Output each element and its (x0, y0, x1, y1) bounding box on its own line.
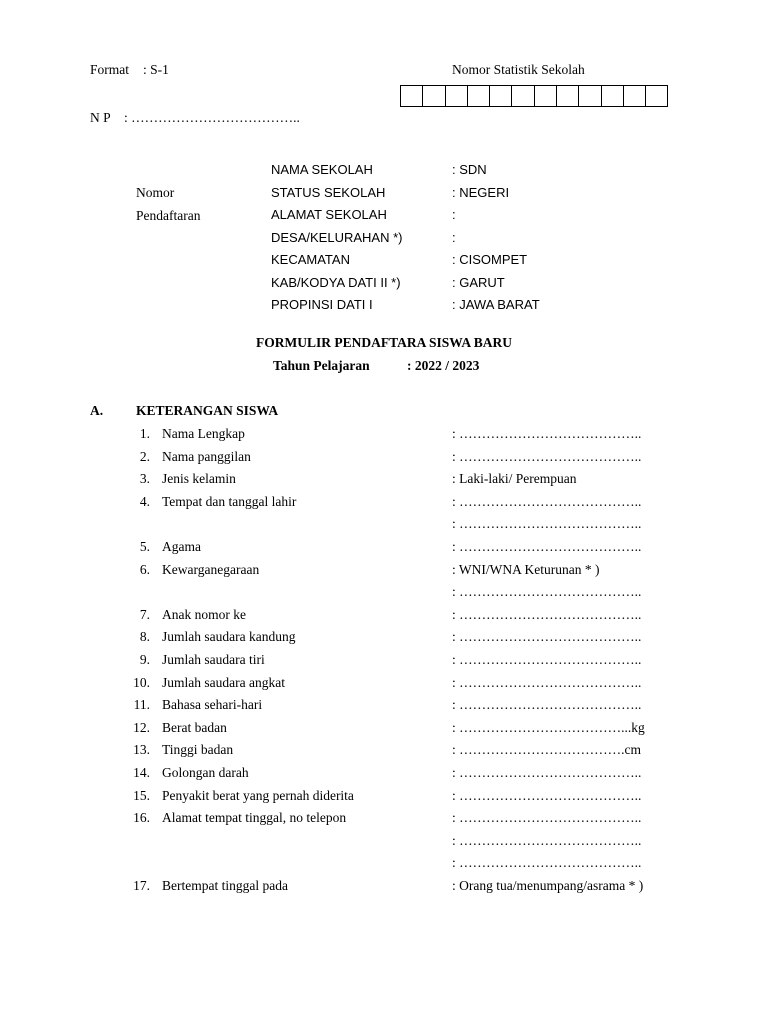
school-info-value: : (452, 207, 456, 222)
item-value-field[interactable]: : ………………………………….. (452, 674, 642, 690)
section-a-title: KETERANGAN SISWA (136, 403, 279, 418)
item-value-field[interactable]: : ………………………………….. (452, 810, 642, 826)
nss-digit-box[interactable] (601, 85, 623, 107)
format-value: : S-1 (143, 62, 169, 77)
item-label: Anak nomor ke (162, 606, 246, 622)
item-value-field[interactable]: : Orang tua/menumpang/asrama * ) (452, 878, 644, 893)
side-label-pendaftaran: Pendaftaran (136, 208, 201, 223)
item-number: 5. (139, 539, 150, 554)
item-number: 13. (133, 742, 150, 758)
item-label: Jenis kelamin (162, 471, 236, 487)
item-number: 4. (139, 493, 150, 509)
item-number: 9. (139, 652, 150, 667)
item-label: Kewarganegaraan (162, 561, 260, 577)
school-info-label: KECAMATAN (271, 252, 350, 267)
item-value-field[interactable]: : ………………………………….. (452, 855, 642, 871)
section-a-letter: A. (90, 403, 104, 418)
item-label: Jumlah saudara kandung (162, 629, 296, 645)
item-value-field[interactable]: : WNI/WNA Keturunan * ) (452, 561, 600, 577)
item-number: 15. (133, 787, 150, 803)
item-number: 11. (133, 697, 150, 713)
school-info-value: : JAWA BARAT (452, 297, 540, 312)
item-value-field[interactable]: : ………………………………….. (452, 832, 642, 848)
nss-digit-box[interactable] (578, 85, 600, 107)
item-number: 16. (133, 810, 150, 826)
item-value-field[interactable]: : ……………………………….cm (452, 742, 641, 758)
item-label: Penyakit berat yang pernah diderita (162, 787, 354, 803)
format-label: Format (90, 62, 129, 77)
school-info-label: NAMA SEKOLAH (271, 162, 373, 177)
item-value-field[interactable]: : Laki-laki/ Perempuan (452, 471, 577, 487)
item-number: 8. (139, 629, 150, 645)
form-title: FORMULIR PENDAFTARA SISWA BARU (256, 335, 512, 350)
item-number: 6. (139, 561, 150, 577)
school-info-label: PROPINSI DATI I (271, 297, 373, 312)
item-number: 17. (133, 878, 150, 893)
item-label: Berat badan (162, 719, 227, 735)
np-value: : ……………………………….. (124, 110, 300, 125)
item-label: Bahasa sehari-hari (162, 697, 263, 713)
item-value-field[interactable]: : ………………………………….. (452, 765, 642, 780)
item-value-field[interactable]: : ………………………………….. (452, 539, 642, 554)
school-info-value: : CISOMPET (452, 252, 528, 267)
item-value-field[interactable]: : ………………………………...kg (452, 719, 645, 735)
school-info-label: ALAMAT SEKOLAH (271, 207, 387, 222)
item-number: 7. (139, 606, 150, 622)
school-info-value: : (452, 229, 456, 245)
school-info-label: KAB/KODYA DATI II *) (271, 274, 401, 290)
np-label: N P (90, 110, 111, 125)
item-value-field[interactable]: : ………………………………….. (452, 697, 642, 713)
item-label: Tempat dan tanggal lahir (162, 493, 297, 509)
item-value-field[interactable]: : ………………………………….. (452, 516, 642, 532)
item-label: Golongan darah (162, 765, 249, 780)
item-number: 2. (139, 448, 150, 464)
item-label: Jumlah saudara tiri (162, 652, 265, 667)
item-label: Tinggi badan (162, 742, 234, 758)
item-number: 12. (133, 719, 150, 735)
item-number: 3. (139, 471, 150, 487)
academic-year-value: : 2022 / 2023 (407, 358, 480, 373)
item-number: 1. (139, 426, 150, 441)
nss-label: Nomor Statistik Sekolah (452, 62, 585, 77)
side-label-nomor: Nomor (136, 185, 175, 200)
item-label: Bertempat tinggal pada (162, 878, 288, 893)
nss-digit-box[interactable] (400, 85, 422, 107)
school-info-label: DESA/KELURAHAN *) (271, 229, 403, 245)
school-info-value: : NEGERI (452, 184, 510, 200)
nss-digit-box[interactable] (645, 85, 667, 107)
academic-year-label: Tahun Pelajaran (273, 358, 370, 373)
item-value-field[interactable]: : ………………………………….. (452, 606, 642, 622)
item-label: Nama panggilan (162, 448, 251, 464)
item-value-field[interactable]: : ………………………………….. (452, 787, 642, 803)
item-value-field[interactable]: : ………………………………….. (452, 629, 642, 645)
item-value-field[interactable]: : ………………………………….. (452, 426, 642, 441)
school-info-value: : GARUT (452, 274, 505, 290)
nss-digit-box[interactable] (534, 85, 556, 107)
nss-digit-box[interactable] (623, 85, 645, 107)
item-label: Jumlah saudara angkat (162, 674, 285, 690)
item-label: Alamat tempat tinggal, no telepon (162, 810, 347, 826)
item-value-field[interactable]: : ………………………………….. (452, 584, 642, 600)
nss-digit-box[interactable] (489, 85, 511, 107)
item-number: 14. (133, 765, 150, 780)
nss-digit-box[interactable] (511, 85, 533, 107)
item-value-field[interactable]: : ………………………………….. (452, 448, 642, 464)
nss-digit-box[interactable] (467, 85, 489, 107)
school-info-value: : SDN (452, 162, 487, 177)
item-label: Agama (162, 539, 201, 554)
school-info-label: STATUS SEKOLAH (271, 184, 386, 200)
nss-digit-box[interactable] (556, 85, 578, 107)
item-value-field[interactable]: : ………………………………….. (452, 493, 642, 509)
nss-input-boxes[interactable] (400, 85, 668, 107)
item-number: 10. (133, 674, 150, 690)
nss-digit-box[interactable] (445, 85, 467, 107)
item-value-field[interactable]: : ………………………………….. (452, 652, 642, 667)
nss-digit-box[interactable] (422, 85, 444, 107)
item-label: Nama Lengkap (162, 426, 245, 441)
